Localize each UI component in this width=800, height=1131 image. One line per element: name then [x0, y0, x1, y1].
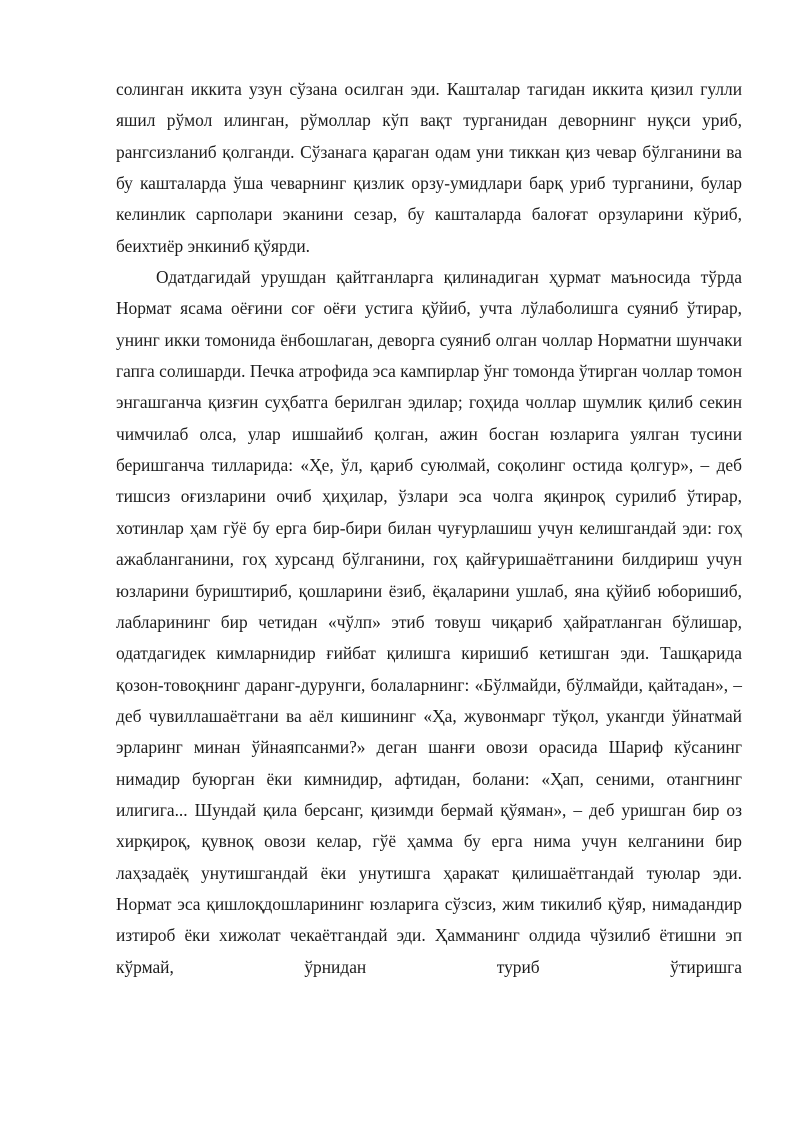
paragraph-2: Одатдагидай урушдан қайтганларга қилинадиган ҳурмат маъносида тўрда Нормат ясама оёғини соғ оёғи устига қўйиб, учта лўлаболишга суяниб ўтирар, унинг икки томонида ёнбошлаган, деворга суяниб олган чоллар Норматни шунчаки гапга солишарди. Печка атрофида эса кампирлар ўнг томонда ўтирган чоллар томон энгашганча қизғин суҳбатга берилган эдилар; гоҳида чоллар шумлик қилиб секин чимчилаб олса, улар ишшайиб қолган, ажин босган юзларига уялган тусини беришганча тилларида: «Ҳе, ўл, қариб суюлмай, соқолинг остида қолгур», – деб тишсиз оғизларини очиб ҳиҳилар, ўзлари эса чолга яқинроқ сурилиб ўтирар, хотинлар ҳам гўё бу ерга бир-бири билан чуғурлашиш учун келишгандай эди: гоҳ ажабланганини, гоҳ хурсанд бўлганини, гоҳ қайғуришаётганини билдириш учун юзларини буриштириб, қошларини ёзиб, ёқаларини ушлаб, яна қўйиб юборишиб, лабларининг бир четидан «чўлп» этиб товуш чиқариб ҳайратланган бўлишар, одатдагидек кимларнидир ғийбат қилишга киришиб кетишган эди. Ташқарида қозон-товоқнинг даранг-дурунги, болаларнинг: «Бўлмайди, бўлмайди, қайтадан», – деб чувиллашаётгани ва аёл кишининг «Ҳа, жувонмарг тўқол, укангди ўйнатмай эрларинг минан ўйнаяпсанми?» деган шанғи овози орасида Шариф кўсанинг нимадир буюрган ёки кимнидир, афтидан, болани: «Ҳап, сеними, отангнинг илигига... Шундай қила берсанг, қизимди бермай қўяман», – деб уришган бир оз хирқироқ, қувноқ овози келар, гўё ҳамма бу ерга нима учун келганини бир лаҳзадаёқ унутишгандай ёки унутишга ҳаракат қилишаётгандай туюлар эди. Нормат эса қишлоқдошларининг юзларига сўзсиз, жим тикилиб қўяр, нимадандир изтироб ёки хижолат чекаётгандай эди. Ҳамманинг олдида чўзилиб ётишни эп кўрмай, ўрнидан туриб ўтиришга	[116, 267, 742, 977]
body-text	[116, 74, 742, 983]
paragraph-1: солинган иккита узун сўзана осилган эди. Кашталар тагидан иккита қизил гулли яшил рўмол илинган, рўмоллар кўп вақт турганидан деворнинг нуқси уриб, рангсизланиб қолганди. Сўзанага қараган одам уни тиккан қиз чевар бўлганини ва бу кашталарда ўша чеварнинг қизлик орзу-умидлари барқ уриб турганини, булар келинлик сарполари эканини сезар, бу кашталарда балоғат орзуларини кўриб, беихтиёр энкиниб қўярди.	[116, 79, 742, 256]
